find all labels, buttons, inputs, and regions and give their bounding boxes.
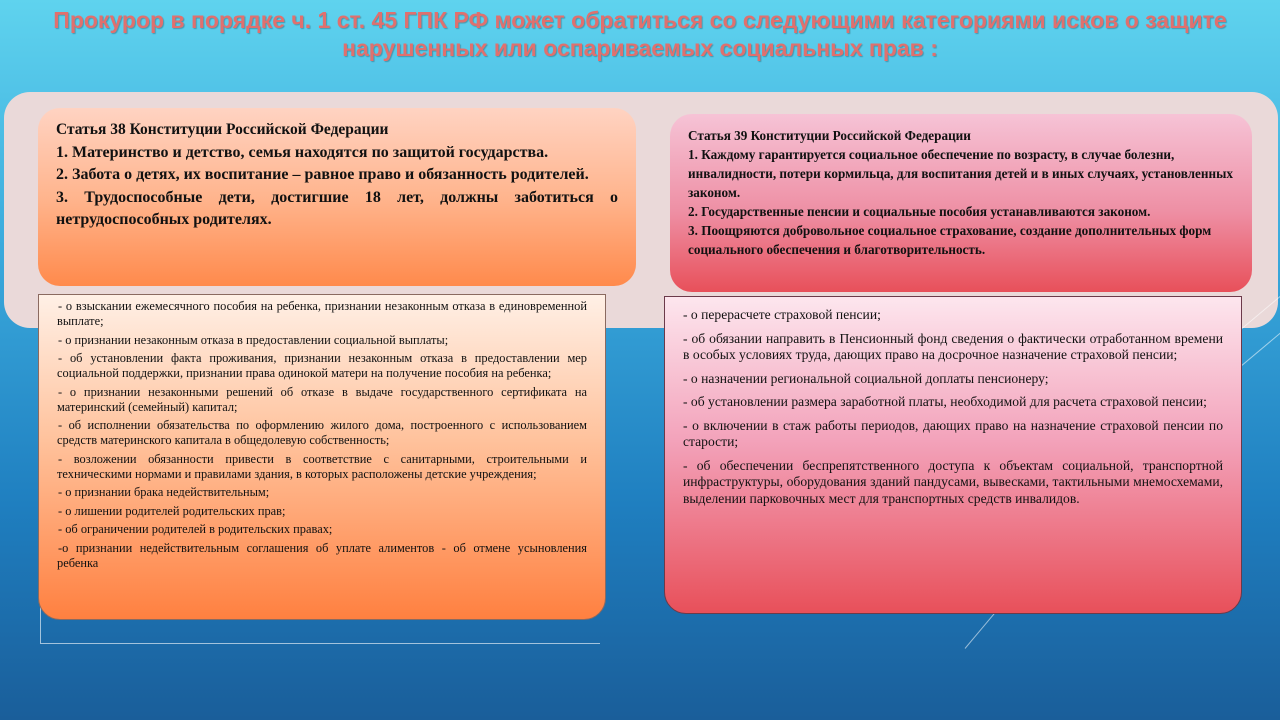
list-item: - об установлении факта проживания, признании незаконным отказа в предоставлении мер социальной поддержки, признании права одинокой матери на получение пособия на ребенка; (57, 351, 587, 380)
list-item: - возложении обязанности привести в соответствие с санитарными, строительными и техническими нормами и правилами здания, в которых расположены детские учреждения; (57, 451, 587, 481)
article-39-box (670, 114, 1252, 292)
list-item: - об ограничении родителей в родительских правах; (58, 522, 333, 536)
slide-title: Прокурор в порядке ч. 1 ст. 45 ГПК РФ может обратиться со следующими категориями исков о защите нарушенных или оспариваемых социальных прав : (53, 7, 1227, 61)
list-item: -о признании недействительным соглашения об уплате алиментов - об отмене усыновления ребенка (57, 540, 587, 570)
article-38-item: 2. Забота о детях, их воспитание – равное право и обязанность родителей. (56, 166, 589, 183)
list-item: - об обеспечении беспрепятственного доступа к объектам социальной, транспортной инфраструктуры, оборудования зданий пандусами, вывесками, тактильными мнемосхемами, выделении парковочных мест для транспортных средств инвалидов. (683, 457, 1223, 506)
article-39-item: 1. Каждому гарантируется социальное обеспечение по возрасту, в случае болезни, инвалидности, потери кормильца, для воспитания детей и в иных случаях, установленных законом. (688, 147, 1233, 200)
list-item: - о признании незаконными решений об отказе в выдаче государственного сертификата на материнский (семейный) капитал; (57, 384, 587, 414)
article-38-heading: Статья 38 Конституции Российской Федерации (56, 121, 389, 138)
list-item: - о признании брака недействительным; (58, 485, 270, 499)
list-item: - о взыскании ежемесячного пособия на ребенка, признании незаконным отказа в единовременной выплате; (57, 299, 587, 328)
list-item: - о признании незаконным отказа в предоставлении социальной выплаты; (58, 332, 449, 347)
list-item: - об установлении размера заработной платы, необходимой для расчета страховой пенсии; (683, 394, 1207, 409)
article-38-item: 3. Трудоспособные дети, достигшие 18 лет, должны заботиться о нетрудоспособных родителях. (56, 188, 618, 228)
list-item: - о лишении родителей родительских прав; (58, 503, 286, 518)
social-security-claims-list (664, 296, 1242, 614)
family-claims-list (38, 294, 606, 620)
list-item: - о включении в стаж работы периодов, дающих право на назначение страховой пенсии по старости; (683, 417, 1223, 449)
list-item: - о назначении региональной социальной доплаты пенсионеру; (683, 370, 1049, 386)
list-item: - об обязании направить в Пенсионный фонд сведения о фактически отработанном времени в особых условиях труда, дающих право на досрочное назначение страховой пенсии; (683, 330, 1223, 362)
list-item: - о перерасчете страховой пенсии; (683, 307, 881, 322)
article-39-item: 2. Государственные пенсии и социальные пособия устанавливаются законом. (688, 204, 1151, 219)
article-39-heading: Статья 39 Конституции Российской Федерации (688, 128, 971, 143)
decorative-frame-line (40, 643, 600, 644)
article-39-item: 3. Поощряются добровольное социальное страхование, создание дополнительных форм социального обеспечения и благотворительность. (688, 223, 1212, 257)
article-38-item: 1. Материнство и детство, семья находятся по защитой государства. (56, 143, 549, 161)
article-38-box (38, 108, 636, 286)
list-item: - об исполнении обязательства по оформлению жилого дома, построенного с использованием средств материнского капитала в общедолевую собственность; (57, 418, 587, 447)
